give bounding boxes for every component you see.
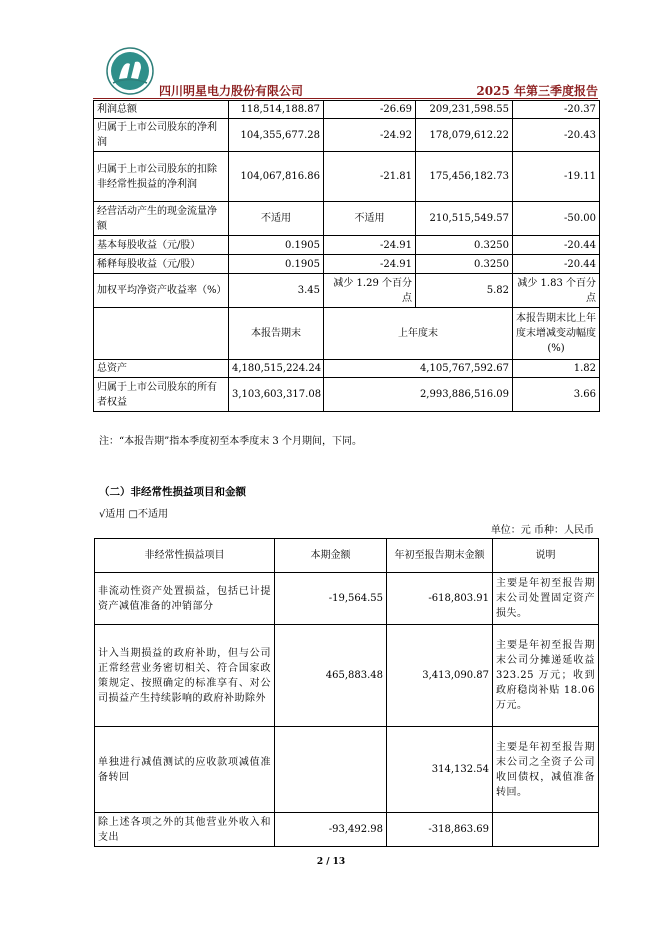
cell: -21.81	[324, 152, 416, 202]
report-title: 2025 年第三季度报告	[476, 84, 598, 98]
column-header: 上年度末	[324, 308, 513, 360]
row-label: 归属于上市公司股东的扣除非经常性损益的净利润	[94, 152, 229, 202]
table-row	[94, 119, 600, 152]
non-recurring-items-table	[94, 538, 599, 847]
row-label: 总资产	[94, 360, 229, 378]
cell: 3,103,603,317.08	[229, 378, 324, 412]
cell: -26.69	[324, 101, 416, 119]
cell: 主要是年初至报告期末公司分摊递延收益 323.25 万元；收到政府稳岗补贴 18.06 万元。	[493, 625, 599, 727]
cell: 0.1905	[229, 236, 324, 255]
cell: 3,413,090.87	[387, 625, 493, 727]
table-row	[94, 101, 600, 119]
cell: -20.44	[513, 255, 600, 274]
table-row	[94, 360, 600, 378]
cell: 210,515,549.57	[416, 202, 513, 236]
cell: -93,492.98	[275, 813, 387, 847]
cell: -318,863.69	[387, 813, 493, 847]
item-label: 非流动性资产处置损益，包括已计提资产减值准备的冲销部分	[95, 573, 275, 625]
cell: -618,803.91	[387, 573, 493, 625]
table-header-row	[95, 539, 599, 573]
cell: 不适用	[229, 202, 324, 236]
cell: -20.43	[513, 119, 600, 152]
table-row	[95, 813, 599, 847]
row-label: 稀释每股收益（元/股）	[94, 255, 229, 274]
table-row	[94, 202, 600, 236]
table-row	[95, 727, 599, 813]
cell: -19.11	[513, 152, 600, 202]
cell: 4,180,515,224.24	[229, 360, 324, 378]
cell: 465,883.48	[275, 625, 387, 727]
cell: 主要是年初至报告期末公司处置固定资产损失。	[493, 573, 599, 625]
table-row	[94, 255, 600, 274]
cell: 3.45	[229, 274, 324, 308]
table-note: 注：“本报告期”指本季度初至本季度末 3 个月期间，下同。	[99, 436, 362, 447]
item-label: 单独进行减值测试的应收款项减值准备转回	[95, 727, 275, 813]
applicability-checkbox-line: √适用 □不适用	[99, 509, 168, 520]
cell: -24.91	[324, 236, 416, 255]
header-divider	[93, 98, 598, 99]
row-label: 归属于上市公司股东的净利润	[94, 119, 229, 152]
key-financial-table	[93, 100, 600, 412]
table-row	[94, 378, 600, 412]
column-header: 本报告期末	[229, 308, 324, 360]
column-header: 本报告期末比上年度末增减变动幅度(%)	[513, 308, 600, 360]
row-label: 利润总额	[94, 101, 229, 119]
cell: 314,132.54	[387, 727, 493, 813]
table-row	[95, 625, 599, 727]
table-row	[95, 573, 599, 625]
section-title: （二）非经常性损益项目和金额	[99, 486, 246, 498]
row-label: 加权平均净资产收益率（%）	[94, 274, 229, 308]
company-logo-icon	[105, 46, 155, 96]
cell: 2,993,886,516.09	[324, 378, 513, 412]
cell: 不适用	[324, 202, 416, 236]
item-label: 除上述各项之外的其他营业外收入和支出	[95, 813, 275, 847]
cell: 118,514,188.87	[229, 101, 324, 119]
cell: 175,456,182.73	[416, 152, 513, 202]
cell: -24.92	[324, 119, 416, 152]
blank-cell	[94, 308, 229, 360]
table-subheader-row	[94, 308, 600, 360]
cell: -20.44	[513, 236, 600, 255]
item-label: 计入当期损益的政府补助，但与公司正常经营业务密切相关、符合国家政策规定、按照确定的标准享有、对公司损益产生持续影响的政府补助除外	[95, 625, 275, 727]
cell: 0.1905	[229, 255, 324, 274]
cell: -50.00	[513, 202, 600, 236]
cell: 178,079,612.22	[416, 119, 513, 152]
company-name: 四川明星电力股份有限公司	[159, 84, 304, 98]
cell: 主要是年初至报告期末公司之全资子公司收回债权，减值准备转回。	[493, 727, 599, 813]
column-header: 年初至报告期末金额	[387, 539, 493, 573]
page-number: 2 / 13	[316, 857, 346, 867]
column-header: 说明	[493, 539, 599, 573]
table-row	[94, 236, 600, 255]
cell: 3.66	[513, 378, 600, 412]
cell: 1.82	[513, 360, 600, 378]
cell: -19,564.55	[275, 573, 387, 625]
cell: -20.37	[513, 101, 600, 119]
cell: 4,105,767,592.67	[324, 360, 513, 378]
cell: 减少 1.29 个百分点	[324, 274, 416, 308]
cell: 5.82	[416, 274, 513, 308]
cell	[493, 813, 599, 847]
cell: 减少 1.83 个百分点	[513, 274, 600, 308]
table-row	[94, 152, 600, 202]
page-header	[93, 38, 598, 100]
cell: 104,067,816.86	[229, 152, 324, 202]
unit-currency: 单位：元 币种：人民币	[490, 525, 594, 536]
row-label: 经营活动产生的现金流量净额	[94, 202, 229, 236]
cell: 209,231,598.55	[416, 101, 513, 119]
row-label: 归属于上市公司股东的所有者权益	[94, 378, 229, 412]
cell	[275, 727, 387, 813]
column-header: 非经常性损益项目	[95, 539, 275, 573]
cell: 0.3250	[416, 255, 513, 274]
row-label: 基本每股收益（元/股）	[94, 236, 229, 255]
table-row	[94, 274, 600, 308]
column-header: 本期金额	[275, 539, 387, 573]
cell: 0.3250	[416, 236, 513, 255]
cell: -24.91	[324, 255, 416, 274]
cell: 104,355,677.28	[229, 119, 324, 152]
